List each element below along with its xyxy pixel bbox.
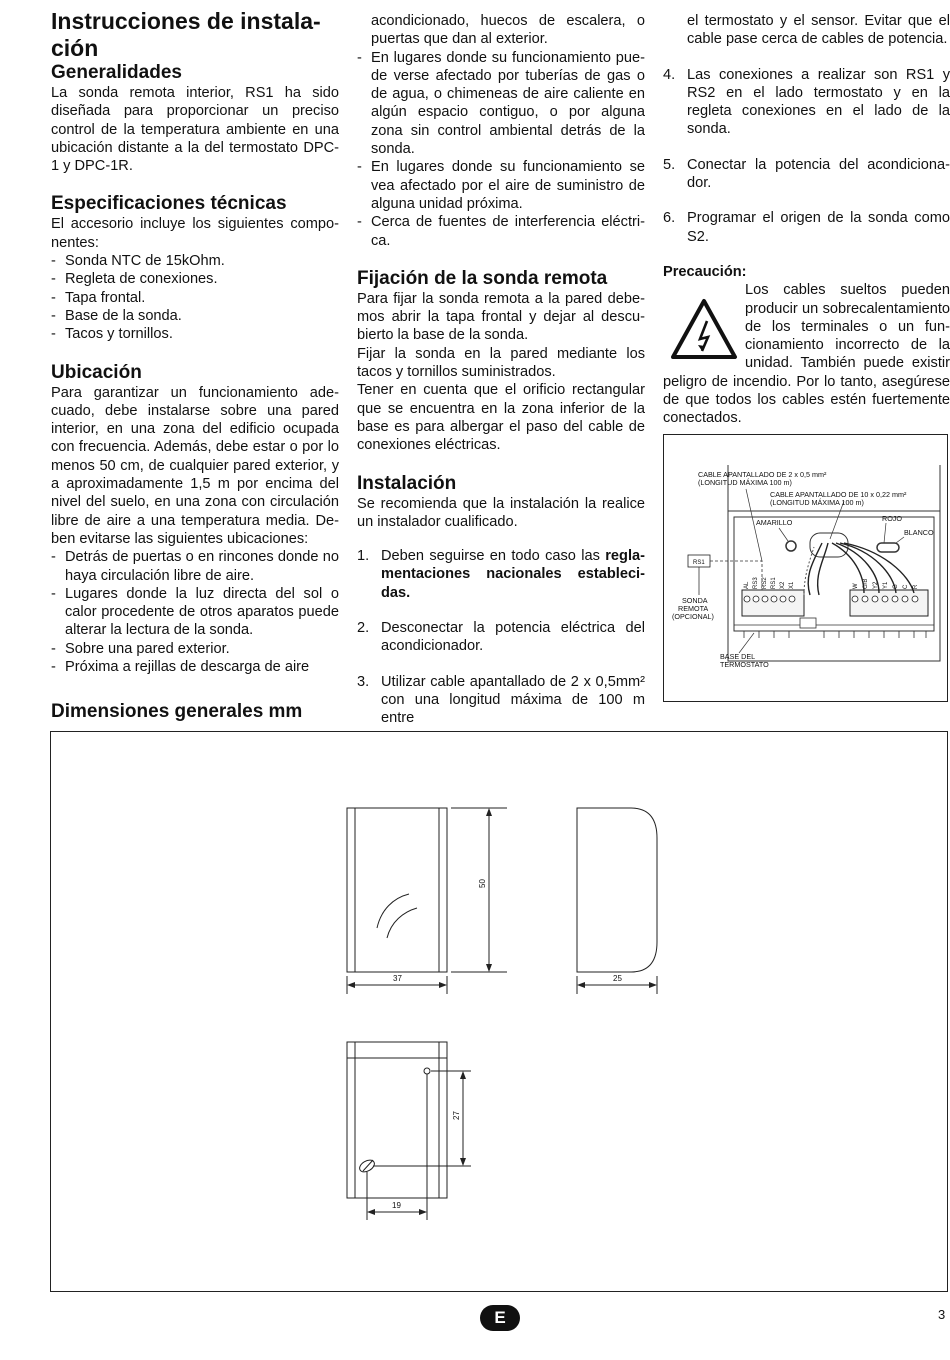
page-title: Instrucciones de instalación [51,8,321,61]
list-item: - Tacos y tornillos. [51,325,339,343]
fijacion-para-1: Para fijar la sonda remota a la pared debemos abrir la tapa frontal y dejar al descubierto la base de la sonda. [357,290,645,344]
terminal-label: X2 [780,581,786,589]
list-item: - En lugares donde su funcionamiento puede verse afectado por tuberías de gas o de agua, o chimeneas de aire caliente en algún espacio contiguo, o por alguna zona sin control ambiental detrás de la sonda. [357,49,645,159]
column-1 [51,8,339,676]
avoid-locations-list [51,548,339,676]
dim-height-label: 50 [478,879,487,888]
precaucion-text: Los cables sueltos pueden producir un sobrecalentamiento de los terminales o un funcionamiento incorrecto de la unidad. También puede existir peligro de incendio. Por lo tanto, asegúrese de que todos los cables estén fuertemente conectados. [663,282,950,427]
step-1-text: Deben seguirse en todo caso las [381,548,606,565]
cable1-length: (LONGITUD MÁXIMA 100 m) [698,478,792,487]
list-item: - Base de la sonda. [51,307,339,325]
terminal-label: C [903,584,909,589]
install-steps [357,547,645,727]
dim-hole-vertical-label: 27 [452,1111,461,1120]
list-item: - Sobre una pared exterior. [51,640,339,658]
dim-hole-horizontal-label: 19 [392,1201,401,1210]
base-label-1: BASE DEL [720,652,756,661]
list-item: - Regleta de conexiones. [51,270,339,288]
precaucion-block [663,281,950,427]
step-5-text: Conectar la potencia del acondicionador. [687,156,950,192]
amarillo-label: AMARILLO [756,518,793,527]
column-3 [663,12,950,428]
step-number: 5. [663,156,676,173]
step-1 [357,547,645,602]
terminal-label: X1 [789,581,795,589]
terminal-label: O/B [863,578,869,589]
base-label-2: TERMOSTATO [720,660,769,669]
step-3-continuation: el termostato y el sensor. Evitar que el cable pase cerca de cables de potencia. [687,13,950,48]
list-item: - Próxima a rejillas de descarga de aire [51,658,339,676]
dimensions-drawing [50,731,948,1292]
step-1-bold: reglamentaciones nacionales establecidas. [381,548,645,601]
step-number: 3. [357,673,370,690]
instalacion-intro: Se recomienda que la instalación la realice un instalador cualificado. [357,495,645,530]
sonda-label-2: REMOTA [678,604,709,613]
components-list [51,252,339,343]
ubicacion-text: Para garantizar un funcionamiento adecuado, debe instalarse sobre una pared interior, en una zona del edificio ocupada con frecuencia. Además, debe estar o por lo menos 50 cm, de cualquier pared exterior, y a aproximadamente 1,5 m por encima del nivel del suelo, en una zona con circulación libre de aire a una temperatura media. Deben evitarse las siguientes ubicaciones: [51,384,339,547]
terminal-label: AL [744,581,750,589]
step-4 [663,66,950,139]
step-3 [357,673,645,728]
heading-precaucion: Precaución: [663,263,747,280]
rojo-label: ROJO [882,514,902,523]
terminal-label: G [893,584,899,589]
list-item: - Detrás de puertas o en rincones donde no haya circulación libre de aire. [51,548,339,585]
step-number: 2. [357,620,370,637]
list-item: - Tapa frontal. [51,289,339,307]
sonda-label-3: (OPCIONAL) [672,612,714,621]
terminal-label: RS1 [771,577,777,589]
heading-generalidades: Generalidades [51,62,182,83]
cable2-label: CABLE APANTALLADO DE 10 x 0,22 mm² [770,490,907,499]
list-item: - Sonda NTC de 15kOhm. [51,252,339,270]
wiring-diagram [663,434,948,702]
cable1-label: CABLE APANTALLADO DE 2 x 0,5 mm² [698,470,827,479]
heading-instalacion: Instalación [357,472,457,494]
column-2 [357,12,645,745]
list-item: - En lugares donde su funcionamiento se vea afectado por el aire de suministro de alguna unidad próxima. [357,158,645,213]
list-item: - Cerca de fuentes de interferencia eléctrica. [357,213,645,250]
install-steps-cont [663,66,950,246]
continuation-text: acondicionado, huecos de escalera, o puertas que dan al exterior. [371,13,645,48]
blanco-label: BLANCO [904,528,934,537]
warning-icon [663,281,745,371]
dimensions-heading: Dimensiones generales mm [51,701,303,722]
step-3-text: Utilizar cable apantallado de 2 x 0,5mm² con una longitud máxima de 100 m entre [381,673,645,727]
heading-especificaciones: Especificaciones técnicas [51,193,287,215]
terminal-label: RS3 [753,577,759,589]
terminal-label: Y2 [873,581,879,589]
avoid-locations-list-cont [357,49,645,250]
especificaciones-intro: El accesorio incluye los siguientes componentes: [51,216,339,251]
terminal-label: R [913,584,919,589]
list-item: - Lugares donde la luz directa del sol o calor procedente de otros aparatos puede alterar la lectura de la sonda. [51,585,339,640]
step-number: 6. [663,210,676,227]
step-5 [663,156,950,193]
step-6-text: Programar el origen de la sonda como S2. [687,210,950,245]
step-number: 1. [357,548,370,565]
terminal-label: RS2 [762,577,768,589]
step-6 [663,209,950,246]
step-4-text: Las conexiones a realizar son RS1 y RS2 en el lado termostato y en la regleta conexiones en el lado de la sonda. [687,66,950,138]
step-2-text: Desconectar la potencia eléctrica del acondicionador. [381,620,645,655]
terminal-label: W [853,583,859,589]
step-2 [357,619,645,656]
sonda-label-1: SONDA [682,596,708,605]
generalidades-text: La sonda remota interior, RS1 ha sido diseñada para proporcionar un preciso control de la temperatura ambiente en una ubicación distante a la del termostato DPC-1 y DPC-1R. [51,85,339,175]
rs1-label: RS1 [693,560,705,566]
heading-ubicacion: Ubicación [51,361,142,383]
language-badge: E [480,1305,520,1331]
heading-fijacion: Fijación de la sonda remota [357,267,608,289]
fijacion-para-3: Tener en cuenta que el orificio rectangular que se encuentra en la zona inferior de la base es para albergar el paso del cable de conexiones eléctricas. [357,382,645,454]
fijacion-para-2: Fijar la sonda en la pared mediante los tacos y tornillos suministrados. [357,345,645,381]
dim-width-label: 37 [393,974,402,983]
terminal-label: Y1 [883,581,889,589]
cable2-length: (LONGITUD MÁXIMA 100 m) [770,498,864,507]
step-number: 4. [663,66,676,83]
dim-depth-label: 25 [613,974,622,983]
page-number: 3 [938,1307,946,1322]
